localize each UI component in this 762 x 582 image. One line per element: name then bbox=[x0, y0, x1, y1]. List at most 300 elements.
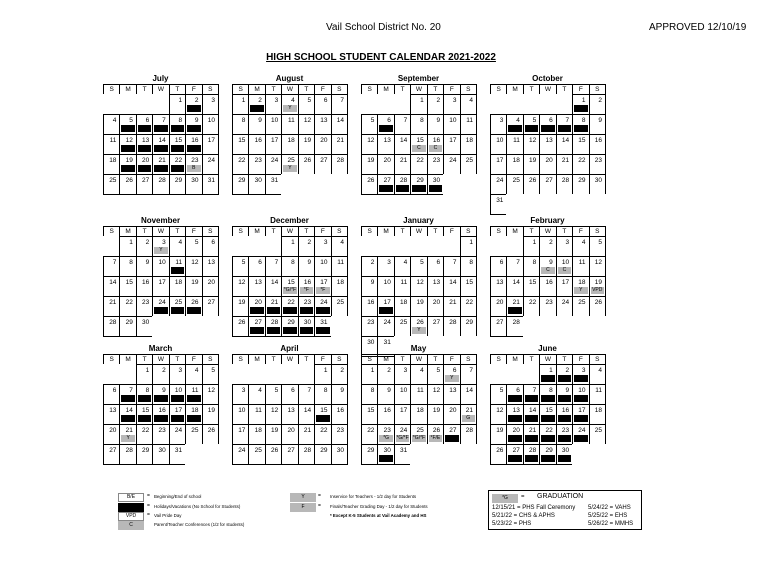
day-number: 4 bbox=[112, 117, 117, 124]
day-cell bbox=[298, 424, 315, 445]
day-number: 7 bbox=[307, 387, 312, 394]
day-cell bbox=[136, 256, 153, 277]
day-number: 30 bbox=[432, 177, 441, 184]
day-cell bbox=[506, 174, 523, 195]
empty-cell bbox=[443, 174, 460, 195]
empty-cell bbox=[394, 236, 411, 257]
day-number: 4 bbox=[420, 367, 424, 374]
event-marker: C bbox=[429, 145, 442, 152]
day-cell bbox=[248, 444, 265, 465]
empty-cell bbox=[443, 236, 460, 257]
day-number: 25 bbox=[336, 299, 344, 306]
day-cell bbox=[361, 114, 378, 135]
day-cell bbox=[265, 256, 282, 277]
day-number: 23 bbox=[254, 157, 262, 164]
day-number: 6 bbox=[291, 387, 295, 394]
day-cell bbox=[589, 424, 606, 445]
day-number: 11 bbox=[255, 407, 262, 414]
holiday-marker bbox=[558, 415, 571, 422]
day-number: 17 bbox=[383, 299, 391, 306]
day-number: 7 bbox=[469, 367, 473, 374]
day-cell bbox=[377, 276, 394, 297]
holiday-marker bbox=[508, 395, 521, 402]
day-cell bbox=[506, 256, 523, 277]
month-december bbox=[232, 216, 347, 336]
day-number: 5 bbox=[274, 387, 279, 394]
day-cell bbox=[523, 114, 540, 135]
holiday-marker bbox=[250, 327, 263, 334]
weekday-header: W bbox=[410, 84, 427, 95]
day-cell bbox=[281, 384, 298, 405]
empty-cell bbox=[265, 364, 282, 385]
day-number: 30 bbox=[336, 447, 344, 454]
weekday-header: T bbox=[265, 226, 282, 237]
day-number: 19 bbox=[207, 407, 215, 414]
day-cell bbox=[265, 134, 282, 155]
holiday-marker bbox=[138, 415, 151, 422]
day-number: 8 bbox=[129, 259, 133, 266]
day-cell bbox=[490, 154, 507, 175]
day-cell bbox=[169, 134, 186, 155]
graduation-row: 5/23/22 = PHS bbox=[492, 521, 532, 527]
day-cell bbox=[460, 114, 477, 135]
holiday-marker bbox=[283, 327, 296, 334]
day-number: 27 bbox=[432, 319, 441, 326]
holiday-marker bbox=[154, 307, 167, 314]
day-cell bbox=[556, 154, 573, 175]
day-cell bbox=[152, 114, 169, 135]
day-number: 14 bbox=[512, 279, 520, 286]
day-number: 25 bbox=[400, 319, 408, 326]
day-cell bbox=[314, 236, 331, 257]
weekday-header: S bbox=[589, 84, 606, 95]
empty-cell bbox=[361, 94, 378, 115]
empty-cell bbox=[185, 444, 202, 465]
holiday-marker bbox=[574, 415, 587, 422]
day-cell bbox=[427, 384, 444, 405]
day-cell bbox=[331, 384, 348, 405]
day-cell bbox=[361, 404, 378, 425]
holiday-marker bbox=[429, 185, 442, 192]
day-cell bbox=[281, 236, 298, 257]
weekday-header: M bbox=[248, 226, 265, 237]
day-number: 26 bbox=[271, 447, 279, 454]
day-number: 19 bbox=[303, 137, 312, 144]
weekday-header: T bbox=[298, 226, 315, 237]
day-cell bbox=[490, 424, 507, 445]
day-cell bbox=[103, 384, 120, 405]
day-cell bbox=[443, 384, 460, 405]
day-cell bbox=[185, 134, 202, 155]
day-cell bbox=[202, 404, 219, 425]
day-cell bbox=[490, 316, 507, 337]
day-cell bbox=[281, 404, 298, 425]
weekday-header: T bbox=[169, 226, 186, 237]
day-number: 28 bbox=[158, 177, 166, 184]
day-number: 6 bbox=[516, 387, 520, 394]
day-number: 9 bbox=[598, 117, 602, 124]
day-number: 5 bbox=[307, 97, 312, 104]
day-number: 11 bbox=[287, 117, 295, 124]
day-cell bbox=[410, 424, 427, 445]
event-marker: *G/*F bbox=[412, 435, 426, 441]
day-cell bbox=[202, 154, 219, 175]
day-number: 23 bbox=[367, 319, 375, 326]
day-number: 13 bbox=[449, 387, 457, 394]
day-cell bbox=[427, 364, 444, 385]
day-cell bbox=[377, 154, 394, 175]
day-number: 7 bbox=[452, 259, 457, 266]
day-cell bbox=[119, 296, 136, 317]
empty-cell bbox=[232, 236, 249, 257]
day-cell bbox=[232, 316, 249, 337]
empty-cell bbox=[103, 94, 120, 115]
day-cell bbox=[523, 236, 540, 257]
holiday-marker bbox=[574, 375, 587, 382]
day-number: 3 bbox=[211, 97, 215, 104]
day-number: 25 bbox=[465, 157, 473, 164]
day-cell bbox=[202, 424, 219, 445]
day-cell bbox=[523, 384, 540, 405]
day-cell bbox=[119, 256, 136, 277]
day-number: 12 bbox=[191, 259, 199, 266]
day-cell bbox=[589, 404, 606, 425]
weekday-header: M bbox=[506, 226, 523, 237]
day-number: 13 bbox=[109, 407, 117, 414]
weekday-header: F bbox=[185, 84, 202, 95]
day-number: 1 bbox=[241, 97, 246, 104]
day-cell bbox=[185, 296, 202, 317]
holiday-marker bbox=[316, 415, 329, 422]
empty-cell bbox=[506, 364, 523, 385]
holiday-marker bbox=[525, 435, 538, 442]
day-cell bbox=[152, 424, 169, 445]
weekday-header: T bbox=[427, 354, 444, 365]
day-cell bbox=[572, 154, 589, 175]
day-cell bbox=[152, 154, 169, 175]
empty-cell bbox=[103, 364, 120, 385]
empty-cell bbox=[298, 364, 315, 385]
day-cell bbox=[314, 296, 331, 317]
day-number: 29 bbox=[287, 319, 295, 326]
day-cell bbox=[427, 114, 444, 135]
weekday-header: S bbox=[103, 226, 120, 237]
weekday-header: M bbox=[506, 354, 523, 365]
day-cell bbox=[169, 94, 186, 115]
weekday-header: S bbox=[460, 226, 477, 237]
day-cell bbox=[377, 134, 394, 155]
day-number: 13 bbox=[320, 117, 328, 124]
day-cell bbox=[248, 256, 265, 277]
day-number: 30 bbox=[561, 447, 570, 454]
holiday-marker bbox=[558, 455, 571, 462]
day-number: 24 bbox=[271, 157, 279, 164]
weekday-header: W bbox=[539, 226, 556, 237]
day-cell bbox=[152, 256, 169, 277]
event-marker: *G/*F bbox=[283, 287, 297, 293]
day-number: 16 bbox=[158, 407, 166, 414]
holiday-marker bbox=[171, 395, 184, 402]
day-cell bbox=[506, 384, 523, 405]
day-cell bbox=[523, 276, 540, 297]
day-cell bbox=[202, 384, 219, 405]
day-cell bbox=[410, 94, 427, 115]
holiday-marker bbox=[187, 125, 200, 132]
event-marker: C bbox=[412, 145, 425, 152]
holiday-marker bbox=[187, 145, 200, 152]
day-cell bbox=[185, 404, 202, 425]
day-cell bbox=[169, 404, 186, 425]
day-number: 10 bbox=[320, 259, 328, 266]
day-cell bbox=[185, 364, 202, 385]
day-cell bbox=[410, 154, 427, 175]
day-number: 21 bbox=[449, 299, 457, 306]
day-number: 25 bbox=[191, 427, 199, 434]
day-number: 19 bbox=[125, 157, 133, 164]
day-number: 24 bbox=[400, 427, 408, 434]
day-cell bbox=[103, 296, 120, 317]
holiday-marker bbox=[379, 125, 392, 132]
day-cell bbox=[103, 114, 120, 135]
holiday-marker bbox=[574, 125, 587, 132]
weekday-header: T bbox=[394, 354, 411, 365]
day-number: 22 bbox=[416, 157, 424, 164]
day-cell bbox=[506, 404, 523, 425]
holiday-marker bbox=[316, 327, 329, 334]
weekday-header: T bbox=[169, 354, 186, 365]
event-marker: *G bbox=[379, 435, 392, 442]
day-cell bbox=[572, 276, 589, 297]
day-cell bbox=[556, 364, 573, 385]
empty-cell bbox=[523, 364, 540, 385]
day-number: 2 bbox=[565, 367, 570, 374]
weekday-header: S bbox=[460, 354, 477, 365]
day-cell bbox=[103, 404, 120, 425]
holiday-marker bbox=[171, 125, 184, 132]
holiday-marker bbox=[138, 165, 151, 172]
day-cell bbox=[169, 236, 186, 257]
weekday-header: F bbox=[572, 84, 589, 95]
empty-cell bbox=[202, 444, 219, 465]
day-number: 3 bbox=[565, 239, 570, 246]
day-number: 22 bbox=[174, 157, 183, 164]
day-number: 29 bbox=[367, 447, 375, 454]
day-cell bbox=[119, 154, 136, 175]
day-cell bbox=[331, 236, 348, 257]
day-number: 22 bbox=[142, 427, 150, 434]
day-number: 18 bbox=[174, 279, 183, 286]
empty-cell bbox=[589, 194, 606, 215]
day-cell bbox=[314, 444, 331, 465]
day-number: 30 bbox=[367, 339, 375, 346]
day-number: 18 bbox=[416, 407, 424, 414]
day-number: 17 bbox=[158, 279, 166, 286]
month-name: January bbox=[403, 216, 434, 225]
day-number: 11 bbox=[109, 137, 117, 144]
day-cell bbox=[539, 134, 556, 155]
day-cell bbox=[314, 94, 331, 115]
day-cell bbox=[298, 154, 315, 175]
holiday-marker bbox=[558, 125, 571, 132]
day-number: 19 bbox=[367, 157, 375, 164]
day-number: 31 bbox=[207, 177, 215, 184]
day-number: 28 bbox=[125, 447, 133, 454]
day-number: 1 bbox=[178, 97, 183, 104]
day-number: 15 bbox=[125, 279, 133, 286]
day-number: 10 bbox=[578, 387, 586, 394]
day-number: 26 bbox=[125, 177, 133, 184]
day-cell bbox=[331, 444, 348, 465]
holiday-marker bbox=[508, 125, 521, 132]
legend-swatch-holiday bbox=[118, 503, 144, 512]
day-cell bbox=[427, 134, 444, 155]
day-cell bbox=[361, 316, 378, 337]
weekday-header: T bbox=[136, 226, 153, 237]
day-cell bbox=[394, 384, 411, 405]
day-number: 24 bbox=[383, 319, 391, 326]
empty-cell bbox=[169, 316, 186, 337]
day-number: 13 bbox=[383, 137, 391, 144]
weekday-header: W bbox=[539, 84, 556, 95]
weekday-header: M bbox=[119, 226, 136, 237]
day-number: 13 bbox=[287, 407, 295, 414]
day-cell bbox=[490, 174, 507, 195]
day-cell bbox=[103, 134, 120, 155]
day-number: 1 bbox=[370, 367, 375, 374]
day-number: 15 bbox=[238, 137, 246, 144]
day-number: 15 bbox=[529, 279, 537, 286]
day-cell bbox=[572, 404, 589, 425]
day-number: 24 bbox=[238, 447, 246, 454]
day-cell bbox=[169, 154, 186, 175]
weekday-header: F bbox=[314, 226, 331, 237]
day-number: 7 bbox=[565, 117, 570, 124]
day-number: 22 bbox=[465, 299, 473, 306]
day-cell bbox=[331, 154, 348, 175]
day-number: 2 bbox=[162, 367, 166, 374]
day-cell bbox=[136, 114, 153, 135]
day-cell bbox=[572, 94, 589, 115]
day-cell bbox=[265, 316, 282, 337]
day-number: 12 bbox=[496, 407, 504, 414]
day-number: 10 bbox=[174, 387, 183, 394]
page-title: HIGH SCHOOL STUDENT CALENDAR 2021-2022 bbox=[266, 52, 496, 63]
day-number: 15 bbox=[320, 407, 328, 414]
graduation-title: GRADUATION bbox=[537, 493, 584, 500]
day-cell bbox=[410, 174, 427, 195]
day-number: 8 bbox=[581, 117, 586, 124]
day-cell bbox=[523, 256, 540, 277]
day-cell bbox=[103, 174, 120, 195]
holiday-marker bbox=[250, 307, 263, 314]
weekday-header: T bbox=[136, 84, 153, 95]
day-number: 22 bbox=[320, 427, 328, 434]
day-number: 21 bbox=[561, 157, 570, 164]
day-cell bbox=[572, 384, 589, 405]
day-number: 31 bbox=[496, 197, 504, 204]
day-number: 12 bbox=[432, 387, 441, 394]
day-number: 27 bbox=[496, 319, 504, 326]
event-marker: Y bbox=[154, 247, 167, 254]
month-name: September bbox=[397, 74, 440, 83]
day-cell bbox=[202, 256, 219, 277]
day-cell bbox=[523, 134, 540, 155]
empty-cell bbox=[377, 236, 394, 257]
day-cell bbox=[119, 424, 136, 445]
day-number: 19 bbox=[191, 279, 199, 286]
weekday-header: T bbox=[556, 84, 573, 95]
day-number: 28 bbox=[561, 177, 570, 184]
day-number: 13 bbox=[142, 137, 150, 144]
day-number: 20 bbox=[383, 157, 391, 164]
day-cell bbox=[331, 114, 348, 135]
day-number: 30 bbox=[158, 447, 166, 454]
day-cell bbox=[410, 134, 427, 155]
empty-cell bbox=[136, 94, 153, 115]
month-name: October bbox=[532, 74, 563, 83]
holiday-marker bbox=[316, 307, 329, 314]
day-cell bbox=[490, 256, 507, 277]
empty-cell bbox=[523, 194, 540, 215]
day-cell bbox=[490, 384, 507, 405]
holiday-marker bbox=[508, 455, 521, 462]
holiday-marker bbox=[525, 125, 538, 132]
day-cell bbox=[136, 276, 153, 297]
day-cell bbox=[506, 316, 523, 337]
event-marker: G bbox=[462, 415, 475, 422]
day-cell bbox=[410, 364, 427, 385]
holiday-marker bbox=[154, 415, 167, 422]
empty-cell bbox=[248, 364, 265, 385]
month-september bbox=[361, 74, 476, 194]
weekday-header: S bbox=[202, 84, 219, 95]
day-number: 6 bbox=[549, 117, 553, 124]
day-number: 7 bbox=[403, 117, 408, 124]
day-number: 29 bbox=[545, 447, 553, 454]
weekday-header: S bbox=[361, 84, 378, 95]
empty-cell bbox=[443, 444, 460, 465]
day-number: 13 bbox=[207, 259, 215, 266]
weekday-header: T bbox=[394, 226, 411, 237]
day-number: 1 bbox=[469, 239, 473, 246]
holiday-marker bbox=[171, 165, 184, 172]
legend-eq: = bbox=[147, 493, 150, 499]
day-number: 8 bbox=[241, 117, 246, 124]
day-number: 9 bbox=[162, 387, 166, 394]
day-cell bbox=[232, 404, 249, 425]
empty-cell bbox=[460, 444, 477, 465]
empty-cell bbox=[589, 316, 606, 337]
day-number: 11 bbox=[466, 117, 473, 124]
day-number: 24 bbox=[174, 427, 183, 434]
day-cell bbox=[265, 94, 282, 115]
empty-cell bbox=[490, 364, 507, 385]
day-cell bbox=[331, 94, 348, 115]
day-number: 24 bbox=[320, 299, 328, 306]
weekday-header: F bbox=[572, 226, 589, 237]
day-number: 31 bbox=[383, 339, 391, 346]
empty-cell bbox=[265, 236, 282, 257]
weekday-header: M bbox=[506, 84, 523, 95]
day-number: 4 bbox=[581, 239, 586, 246]
day-cell bbox=[281, 134, 298, 155]
month-name: November bbox=[140, 216, 181, 225]
district-name: Vail School District No. 20 bbox=[326, 22, 441, 33]
day-number: 14 bbox=[125, 407, 133, 414]
day-cell bbox=[377, 384, 394, 405]
day-number: 12 bbox=[238, 279, 246, 286]
day-cell bbox=[152, 276, 169, 297]
